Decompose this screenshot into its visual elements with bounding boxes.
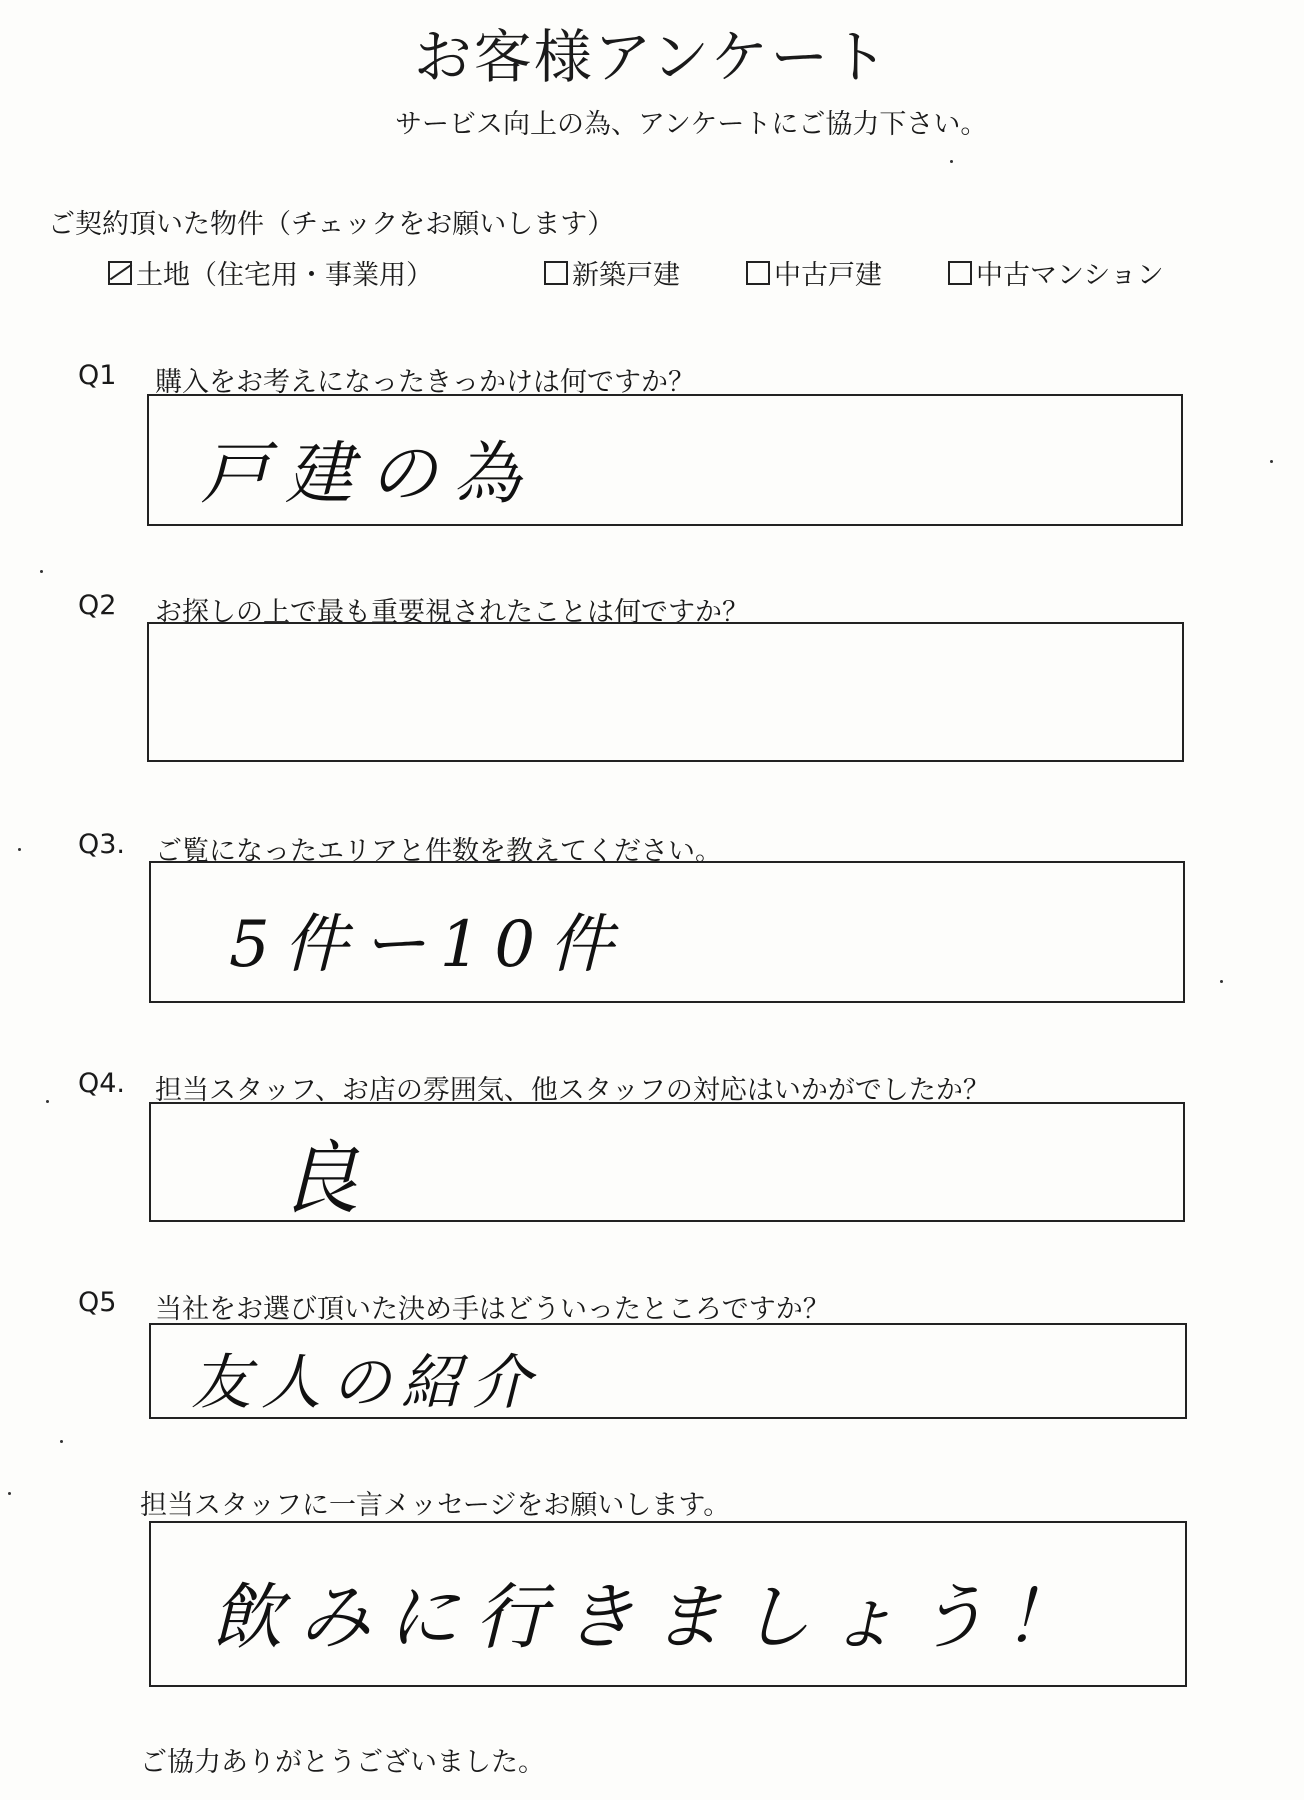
q5-answer-box[interactable] xyxy=(149,1323,1187,1419)
property-label: ご契約頂いた物件（チェックをお願いします） xyxy=(48,209,615,240)
option-land-label: 土地（住宅用・事業用） xyxy=(136,260,433,291)
q5-text: 当社をお選び頂いた決め手はどういったところですか？ xyxy=(155,1294,830,1325)
scan-speck xyxy=(46,1100,49,1103)
checkbox-icon[interactable] xyxy=(948,261,972,285)
option-land[interactable] xyxy=(108,253,433,292)
checkbox-icon[interactable] xyxy=(544,261,568,285)
scan-speck xyxy=(8,1492,11,1495)
message-answer-box[interactable] xyxy=(149,1521,1187,1687)
q1-answer-box[interactable] xyxy=(147,394,1183,526)
q5-number: Q5 xyxy=(78,1287,117,1318)
q3-answer-box[interactable] xyxy=(149,861,1185,1003)
option-used-mansion[interactable] xyxy=(948,253,1164,292)
q2-answer-box[interactable] xyxy=(147,622,1184,762)
scan-speck xyxy=(950,160,953,163)
option-new-house[interactable] xyxy=(544,253,680,292)
scan-speck xyxy=(1270,460,1273,463)
page-title: お客様アンケート xyxy=(413,23,891,91)
page-subtitle: サービス向上の為、アンケートにご協力下さい。 xyxy=(395,109,988,140)
scan-speck xyxy=(40,570,43,573)
option-used-house[interactable] xyxy=(746,253,882,292)
q3-text: ご覧になったエリアと件数を教えてください。 xyxy=(155,836,722,867)
scan-speck xyxy=(18,848,21,851)
q1-answer: 戸建の為 xyxy=(201,435,538,514)
scan-speck xyxy=(1220,980,1223,983)
q4-text: 担当スタッフ、お店の雰囲気、他スタッフの対応はいかがでしたか？ xyxy=(155,1075,990,1106)
option-used-mansion-label: 中古マンション xyxy=(976,260,1164,291)
checkbox-icon[interactable] xyxy=(746,261,770,285)
q3-number: Q3. xyxy=(78,829,126,860)
q4-answer: 良 xyxy=(279,1132,359,1225)
option-new-house-label: 新築戸建 xyxy=(572,260,680,291)
q2-number: Q2 xyxy=(78,590,117,621)
q1-number: Q1 xyxy=(78,360,117,391)
q4-number: Q4. xyxy=(78,1068,126,1099)
checkbox-checked-icon[interactable] xyxy=(108,261,132,285)
q1-text: 購入をお考えになったきっかけは何ですか？ xyxy=(155,367,695,398)
q5-answer: 友人の紹介 xyxy=(191,1348,541,1418)
q2-text: お探しの上で最も重要視されたことは何ですか？ xyxy=(155,597,749,628)
thanks-text: ご協力ありがとうございました。 xyxy=(140,1747,545,1778)
q4-answer-box[interactable] xyxy=(149,1102,1185,1225)
option-used-house-label: 中古戸建 xyxy=(774,260,882,291)
message-answer: 飲みに行きましょう！ xyxy=(211,1575,1092,1659)
q3-answer: 5件ー10件 xyxy=(229,908,628,982)
scan-speck xyxy=(60,1440,63,1443)
message-label: 担当スタッフに一言メッセージをお願いします。 xyxy=(140,1490,731,1521)
